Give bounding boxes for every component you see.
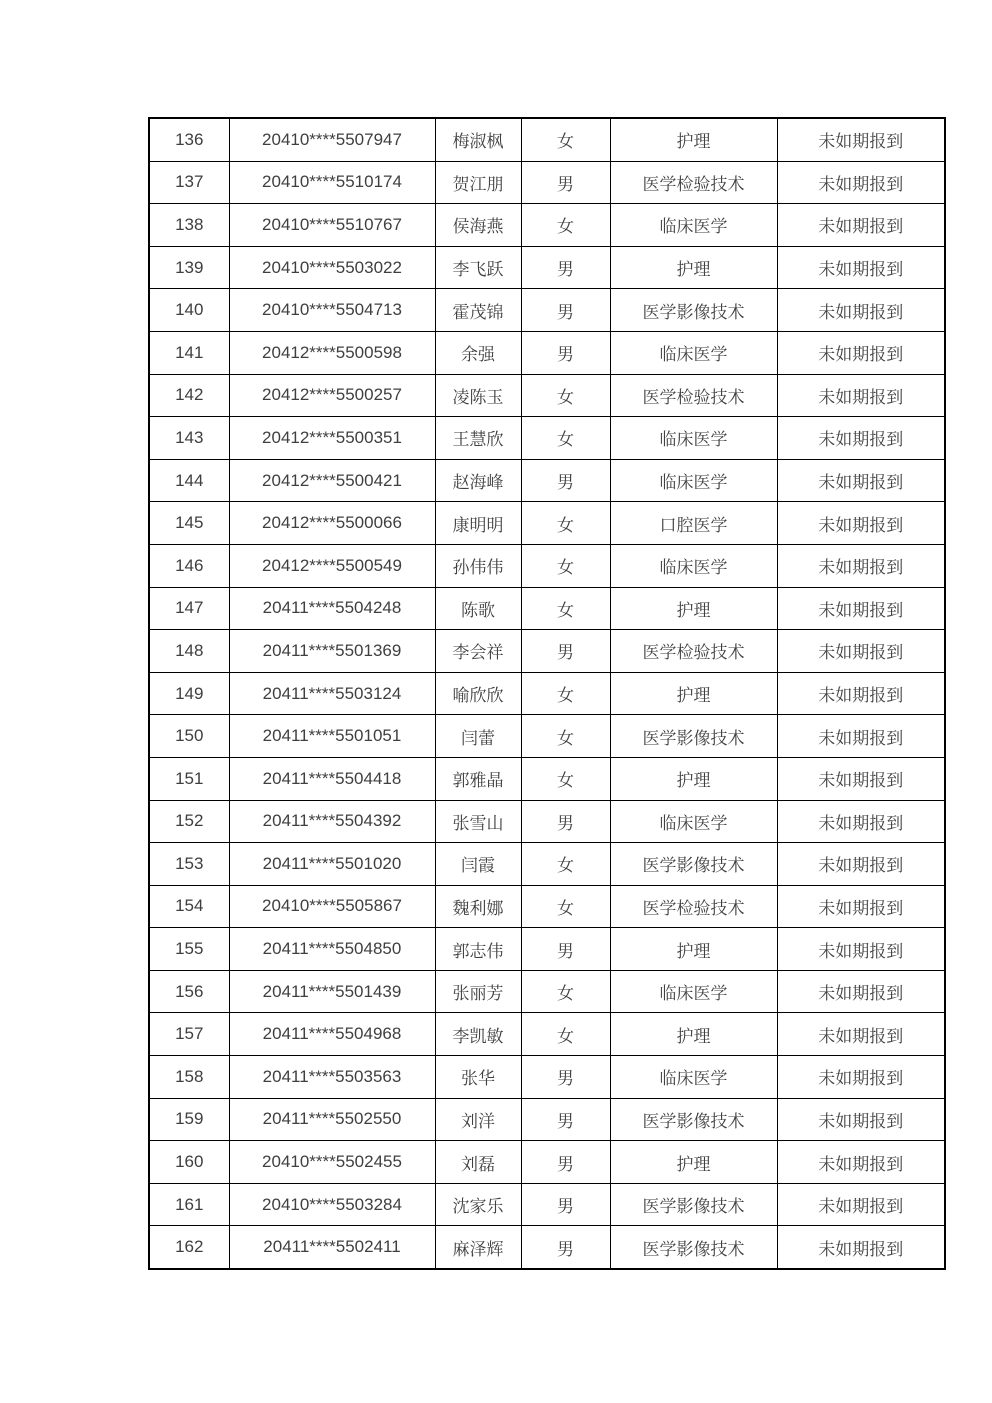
cell-major: 护理: [610, 1141, 777, 1184]
cell-serial-number: 144: [149, 459, 229, 502]
cell-name: 梅淑枫: [435, 118, 521, 161]
cell-candidate-id: 20411****5501051: [229, 715, 435, 758]
cell-major: 临床医学: [610, 459, 777, 502]
table-row: [149, 885, 945, 928]
cell-serial-number: 150: [149, 715, 229, 758]
cell-major: 护理: [610, 587, 777, 630]
table-row: [149, 502, 945, 545]
cell-gender: 男: [521, 331, 610, 374]
cell-status: 未如期报到: [777, 118, 945, 161]
cell-serial-number: 156: [149, 970, 229, 1013]
cell-gender: 男: [521, 630, 610, 673]
cell-major: 医学检验技术: [610, 374, 777, 417]
table-row: [149, 246, 945, 289]
table-row: [149, 1098, 945, 1141]
cell-serial-number: 162: [149, 1226, 229, 1269]
cell-name: 喻欣欣: [435, 672, 521, 715]
cell-gender: 女: [521, 417, 610, 460]
cell-name: 侯海燕: [435, 204, 521, 247]
cell-serial-number: 154: [149, 885, 229, 928]
cell-gender: 男: [521, 161, 610, 204]
cell-name: 陈歌: [435, 587, 521, 630]
cell-name: 闫霞: [435, 843, 521, 886]
cell-gender: 男: [521, 928, 610, 971]
roster-table-body: [149, 118, 945, 1269]
cell-major: 医学影像技术: [610, 1226, 777, 1269]
cell-status: 未如期报到: [777, 246, 945, 289]
cell-name: 沈家乐: [435, 1183, 521, 1226]
cell-candidate-id: 20410****5503284: [229, 1183, 435, 1226]
cell-name: 刘磊: [435, 1141, 521, 1184]
cell-major: 医学影像技术: [610, 843, 777, 886]
table-row: [149, 843, 945, 886]
cell-major: 口腔医学: [610, 502, 777, 545]
cell-name: 王慧欣: [435, 417, 521, 460]
cell-major: 护理: [610, 928, 777, 971]
cell-serial-number: 140: [149, 289, 229, 332]
cell-major: 医学检验技术: [610, 885, 777, 928]
cell-serial-number: 159: [149, 1098, 229, 1141]
table-row: [149, 970, 945, 1013]
cell-gender: 男: [521, 1141, 610, 1184]
cell-gender: 女: [521, 502, 610, 545]
cell-gender: 男: [521, 1098, 610, 1141]
table-row: [149, 204, 945, 247]
cell-gender: 女: [521, 1013, 610, 1056]
table-row: [149, 800, 945, 843]
cell-candidate-id: 20411****5501369: [229, 630, 435, 673]
cell-status: 未如期报到: [777, 630, 945, 673]
cell-status: 未如期报到: [777, 331, 945, 374]
cell-gender: 女: [521, 544, 610, 587]
table-row: [149, 1013, 945, 1056]
cell-status: 未如期报到: [777, 715, 945, 758]
cell-status: 未如期报到: [777, 544, 945, 587]
cell-name: 郭志伟: [435, 928, 521, 971]
cell-candidate-id: 20411****5504392: [229, 800, 435, 843]
cell-major: 医学影像技术: [610, 715, 777, 758]
cell-serial-number: 153: [149, 843, 229, 886]
cell-major: 护理: [610, 757, 777, 800]
cell-candidate-id: 20412****5500549: [229, 544, 435, 587]
cell-name: 贺江朋: [435, 161, 521, 204]
cell-gender: 男: [521, 289, 610, 332]
cell-serial-number: 147: [149, 587, 229, 630]
cell-status: 未如期报到: [777, 1056, 945, 1099]
cell-status: 未如期报到: [777, 928, 945, 971]
table-row: [149, 374, 945, 417]
cell-name: 张华: [435, 1056, 521, 1099]
table-row: [149, 161, 945, 204]
cell-name: 余强: [435, 331, 521, 374]
cell-status: 未如期报到: [777, 502, 945, 545]
cell-status: 未如期报到: [777, 843, 945, 886]
cell-name: 麻泽辉: [435, 1226, 521, 1269]
cell-candidate-id: 20412****5500257: [229, 374, 435, 417]
cell-gender: 女: [521, 757, 610, 800]
cell-status: 未如期报到: [777, 970, 945, 1013]
cell-major: 护理: [610, 118, 777, 161]
table-row: [149, 544, 945, 587]
cell-name: 康明明: [435, 502, 521, 545]
table-row: [149, 118, 945, 161]
cell-candidate-id: 20412****5500351: [229, 417, 435, 460]
cell-serial-number: 141: [149, 331, 229, 374]
cell-gender: 女: [521, 374, 610, 417]
cell-name: 赵海峰: [435, 459, 521, 502]
cell-gender: 女: [521, 970, 610, 1013]
table-row: [149, 1141, 945, 1184]
cell-status: 未如期报到: [777, 289, 945, 332]
table-row: [149, 630, 945, 673]
cell-serial-number: 146: [149, 544, 229, 587]
cell-name: 李会祥: [435, 630, 521, 673]
cell-status: 未如期报到: [777, 800, 945, 843]
cell-name: 刘洋: [435, 1098, 521, 1141]
cell-major: 临床医学: [610, 204, 777, 247]
cell-serial-number: 137: [149, 161, 229, 204]
table-row: [149, 1056, 945, 1099]
cell-major: 护理: [610, 246, 777, 289]
cell-name: 凌陈玉: [435, 374, 521, 417]
table-row: [149, 672, 945, 715]
cell-candidate-id: 20411****5501439: [229, 970, 435, 1013]
table-row: [149, 331, 945, 374]
cell-status: 未如期报到: [777, 885, 945, 928]
table-row: [149, 289, 945, 332]
cell-gender: 男: [521, 800, 610, 843]
cell-candidate-id: 20412****5500066: [229, 502, 435, 545]
cell-status: 未如期报到: [777, 1226, 945, 1269]
cell-status: 未如期报到: [777, 1098, 945, 1141]
table-row: [149, 587, 945, 630]
cell-candidate-id: 20412****5500421: [229, 459, 435, 502]
cell-candidate-id: 20411****5504418: [229, 757, 435, 800]
cell-status: 未如期报到: [777, 459, 945, 502]
cell-major: 医学影像技术: [610, 1098, 777, 1141]
cell-candidate-id: 20410****5505867: [229, 885, 435, 928]
cell-serial-number: 151: [149, 757, 229, 800]
cell-serial-number: 158: [149, 1056, 229, 1099]
cell-major: 医学检验技术: [610, 161, 777, 204]
cell-gender: 男: [521, 1226, 610, 1269]
cell-candidate-id: 20411****5504248: [229, 587, 435, 630]
cell-gender: 女: [521, 672, 610, 715]
cell-name: 郭雅晶: [435, 757, 521, 800]
cell-candidate-id: 20411****5502411: [229, 1226, 435, 1269]
cell-gender: 女: [521, 843, 610, 886]
cell-status: 未如期报到: [777, 672, 945, 715]
cell-gender: 女: [521, 204, 610, 247]
cell-major: 护理: [610, 1013, 777, 1056]
cell-major: 临床医学: [610, 1056, 777, 1099]
cell-name: 李飞跃: [435, 246, 521, 289]
cell-name: 张雪山: [435, 800, 521, 843]
cell-gender: 女: [521, 118, 610, 161]
cell-major: 医学影像技术: [610, 1183, 777, 1226]
cell-candidate-id: 20410****5510174: [229, 161, 435, 204]
cell-candidate-id: 20411****5503124: [229, 672, 435, 715]
cell-status: 未如期报到: [777, 1183, 945, 1226]
table-row: [149, 757, 945, 800]
cell-status: 未如期报到: [777, 374, 945, 417]
cell-candidate-id: 20411****5503563: [229, 1056, 435, 1099]
cell-candidate-id: 20410****5502455: [229, 1141, 435, 1184]
cell-status: 未如期报到: [777, 587, 945, 630]
cell-serial-number: 157: [149, 1013, 229, 1056]
cell-gender: 女: [521, 885, 610, 928]
table-row: [149, 1226, 945, 1269]
cell-status: 未如期报到: [777, 1141, 945, 1184]
cell-serial-number: 149: [149, 672, 229, 715]
cell-major: 临床医学: [610, 417, 777, 460]
cell-serial-number: 155: [149, 928, 229, 971]
cell-serial-number: 160: [149, 1141, 229, 1184]
cell-candidate-id: 20411****5502550: [229, 1098, 435, 1141]
cell-name: 闫蕾: [435, 715, 521, 758]
cell-major: 临床医学: [610, 331, 777, 374]
cell-serial-number: 148: [149, 630, 229, 673]
table-row: [149, 928, 945, 971]
cell-serial-number: 143: [149, 417, 229, 460]
cell-name: 张丽芳: [435, 970, 521, 1013]
cell-gender: 男: [521, 459, 610, 502]
cell-gender: 男: [521, 1056, 610, 1099]
cell-major: 护理: [610, 672, 777, 715]
cell-candidate-id: 20410****5510767: [229, 204, 435, 247]
cell-candidate-id: 20411****5501020: [229, 843, 435, 886]
cell-major: 临床医学: [610, 800, 777, 843]
cell-status: 未如期报到: [777, 204, 945, 247]
cell-status: 未如期报到: [777, 1013, 945, 1056]
cell-gender: 男: [521, 246, 610, 289]
cell-serial-number: 136: [149, 118, 229, 161]
cell-name: 魏利娜: [435, 885, 521, 928]
cell-name: 李凯敏: [435, 1013, 521, 1056]
cell-candidate-id: 20412****5500598: [229, 331, 435, 374]
table-row: [149, 417, 945, 460]
cell-status: 未如期报到: [777, 417, 945, 460]
cell-gender: 男: [521, 1183, 610, 1226]
cell-candidate-id: 20411****5504968: [229, 1013, 435, 1056]
cell-name: 孙伟伟: [435, 544, 521, 587]
cell-serial-number: 139: [149, 246, 229, 289]
cell-gender: 女: [521, 587, 610, 630]
cell-major: 医学检验技术: [610, 630, 777, 673]
cell-candidate-id: 20411****5504850: [229, 928, 435, 971]
cell-major: 医学影像技术: [610, 289, 777, 332]
cell-serial-number: 152: [149, 800, 229, 843]
cell-major: 临床医学: [610, 544, 777, 587]
cell-name: 霍茂锦: [435, 289, 521, 332]
no-show-roster-table: [148, 117, 946, 1270]
table-row: [149, 1183, 945, 1226]
cell-major: 临床医学: [610, 970, 777, 1013]
cell-candidate-id: 20410****5507947: [229, 118, 435, 161]
cell-candidate-id: 20410****5503022: [229, 246, 435, 289]
cell-serial-number: 145: [149, 502, 229, 545]
table-row: [149, 459, 945, 502]
table-row: [149, 715, 945, 758]
cell-gender: 女: [521, 715, 610, 758]
cell-serial-number: 161: [149, 1183, 229, 1226]
cell-candidate-id: 20410****5504713: [229, 289, 435, 332]
cell-serial-number: 142: [149, 374, 229, 417]
cell-status: 未如期报到: [777, 161, 945, 204]
cell-serial-number: 138: [149, 204, 229, 247]
cell-status: 未如期报到: [777, 757, 945, 800]
